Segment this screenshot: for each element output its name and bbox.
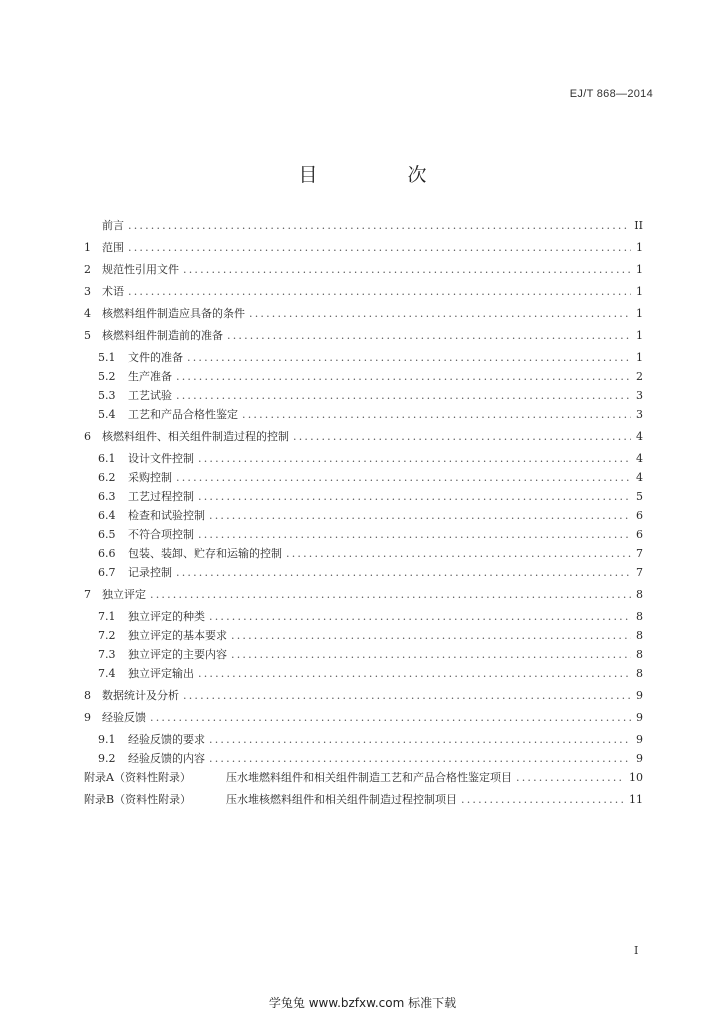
toc-entry-number: 6.2 bbox=[98, 471, 116, 484]
toc-entry-page: 8 bbox=[636, 667, 643, 680]
toc-entry[interactable] bbox=[84, 509, 643, 522]
toc-entry-label: 不符合项控制 bbox=[128, 528, 194, 541]
toc-entry-number: 附录A（资料性附录） bbox=[84, 771, 191, 784]
toc-leader-dots bbox=[231, 629, 631, 642]
toc-entry[interactable] bbox=[84, 610, 643, 623]
toc-entry[interactable] bbox=[84, 547, 643, 560]
toc-leader-dots bbox=[128, 241, 631, 254]
toc-entry[interactable] bbox=[84, 452, 643, 465]
toc-entry[interactable] bbox=[84, 667, 643, 680]
toc-entry-number: 6.7 bbox=[98, 566, 116, 579]
toc-entry[interactable] bbox=[84, 689, 643, 702]
toc-entry-label: 数据统计及分析 bbox=[102, 689, 179, 702]
toc-entry-number: 9 bbox=[84, 711, 91, 724]
toc-entry-page: 6 bbox=[636, 509, 643, 522]
toc-leader-dots bbox=[183, 689, 631, 702]
toc-entry-number: 3 bbox=[84, 285, 91, 298]
toc-entry-page: 1 bbox=[636, 329, 643, 342]
toc-leader-dots bbox=[176, 471, 631, 484]
toc-title: 目 次 bbox=[298, 164, 469, 186]
toc-entry-number: 6.6 bbox=[98, 547, 116, 560]
toc-entry-label: 压水堆燃料组件和相关组件制造工艺和产品合格性鉴定项目 bbox=[226, 771, 512, 784]
toc-entry[interactable] bbox=[84, 329, 643, 342]
toc-entry-page: 10 bbox=[629, 771, 643, 784]
toc-entry-number: 5.3 bbox=[98, 389, 116, 402]
toc-entry-label: 生产准备 bbox=[128, 370, 172, 383]
toc-entry-page: 3 bbox=[636, 408, 643, 421]
toc-leader-dots bbox=[249, 307, 631, 320]
toc-entry[interactable] bbox=[84, 263, 643, 276]
toc-entry-label: 独立评定 bbox=[102, 588, 146, 601]
toc-entry-number: 9.2 bbox=[98, 752, 116, 765]
toc-entry-label: 前言 bbox=[102, 219, 124, 232]
toc-leader-dots bbox=[198, 667, 631, 680]
toc-entry-page: 1 bbox=[636, 241, 643, 254]
toc-entry-page: 1 bbox=[636, 263, 643, 276]
toc-leader-dots bbox=[209, 610, 631, 623]
toc-leader-dots bbox=[176, 370, 631, 383]
toc-entry[interactable] bbox=[84, 307, 643, 320]
toc-entry-label: 核燃料组件、相关组件制造过程的控制 bbox=[102, 430, 289, 443]
toc-entry-number: 6.3 bbox=[98, 490, 116, 503]
toc-entry-number: 附录B（资料性附录） bbox=[84, 793, 192, 806]
toc-entry-label: 检查和试验控制 bbox=[128, 509, 205, 522]
toc-entry-page: 4 bbox=[636, 430, 643, 443]
toc-entry-page: 9 bbox=[636, 752, 643, 765]
toc-entry-number: 1 bbox=[84, 241, 91, 254]
toc-entry-label: 核燃料组件制造应具备的条件 bbox=[102, 307, 245, 320]
toc-entry-page: 8 bbox=[636, 588, 643, 601]
toc-entry[interactable] bbox=[84, 528, 643, 541]
toc-leader-dots bbox=[128, 219, 630, 232]
toc-entry[interactable] bbox=[84, 793, 643, 806]
toc-leader-dots bbox=[150, 711, 631, 724]
toc-entry-number: 5 bbox=[84, 329, 91, 342]
toc-entry-number: 2 bbox=[84, 263, 91, 276]
toc-leader-dots bbox=[227, 329, 631, 342]
toc-entry[interactable] bbox=[84, 771, 643, 784]
toc-entry[interactable] bbox=[84, 648, 643, 661]
toc-leader-dots bbox=[231, 648, 631, 661]
standard-number: EJ/T 868—2014 bbox=[569, 88, 653, 100]
toc-entry-page: 9 bbox=[636, 733, 643, 746]
toc-entry-label: 经验反馈的要求 bbox=[128, 733, 205, 746]
toc-entry-label: 经验反馈的内容 bbox=[128, 752, 205, 765]
toc-entry-number: 7.2 bbox=[98, 629, 116, 642]
toc-leader-dots bbox=[516, 771, 625, 784]
toc-leader-dots bbox=[176, 566, 631, 579]
toc-leader-dots bbox=[198, 490, 631, 503]
toc-entry[interactable] bbox=[84, 285, 643, 298]
toc-entry-label: 记录控制 bbox=[128, 566, 172, 579]
toc-entry-label: 压水堆核燃料组件和相关组件制造过程控制项目 bbox=[226, 793, 457, 806]
toc-entry-label: 工艺试验 bbox=[128, 389, 172, 402]
toc-entry[interactable] bbox=[84, 351, 643, 364]
toc-leader-dots bbox=[187, 351, 631, 364]
toc-entry-label: 独立评定的基本要求 bbox=[128, 629, 227, 642]
toc-entry-number: 7 bbox=[84, 588, 91, 601]
toc-entry-label: 范围 bbox=[102, 241, 124, 254]
toc-entry-number: 6.5 bbox=[98, 528, 116, 541]
toc-leader-dots bbox=[198, 528, 631, 541]
toc-entry-page: 4 bbox=[636, 471, 643, 484]
toc-entry[interactable] bbox=[84, 408, 643, 421]
toc-entry[interactable] bbox=[84, 241, 643, 254]
toc-entry-page: 4 bbox=[636, 452, 643, 465]
toc-leader-dots bbox=[242, 408, 631, 421]
toc-leader-dots bbox=[209, 752, 631, 765]
toc-entry[interactable] bbox=[84, 566, 643, 579]
toc-entry-number: 6.1 bbox=[98, 452, 116, 465]
toc-leader-dots bbox=[209, 733, 631, 746]
toc-entry-page: 11 bbox=[629, 793, 643, 806]
toc-entry-number: 7.4 bbox=[98, 667, 116, 680]
toc-entry[interactable] bbox=[84, 733, 643, 746]
toc-entry-label: 独立评定输出 bbox=[128, 667, 194, 680]
page-number: I bbox=[634, 944, 639, 957]
toc-entry-label: 经验反馈 bbox=[102, 711, 146, 724]
toc-entry-page: 1 bbox=[636, 307, 643, 320]
toc-entry-number: 4 bbox=[84, 307, 91, 320]
toc-entry-number: 7.1 bbox=[98, 610, 116, 623]
toc-entry-label: 文件的准备 bbox=[128, 351, 183, 364]
toc-leader-dots bbox=[461, 793, 625, 806]
toc-entry-page: 3 bbox=[636, 389, 643, 402]
toc-leader-dots bbox=[198, 452, 631, 465]
toc-leader-dots bbox=[209, 509, 631, 522]
toc-leader-dots bbox=[293, 430, 631, 443]
toc-entry-page: 5 bbox=[636, 490, 643, 503]
toc-leader-dots bbox=[286, 547, 631, 560]
toc-entry-label: 独立评定的主要内容 bbox=[128, 648, 227, 661]
toc-leader-dots bbox=[150, 588, 631, 601]
toc-entry-page: 1 bbox=[636, 285, 643, 298]
toc-leader-dots bbox=[176, 389, 631, 402]
toc-entry-number: 5.2 bbox=[98, 370, 116, 383]
toc-entry-page: 8 bbox=[636, 629, 643, 642]
toc-entry[interactable] bbox=[84, 752, 643, 765]
toc-entry-number: 6.4 bbox=[98, 509, 116, 522]
toc-entry-page: 1 bbox=[636, 351, 643, 364]
toc-entry[interactable] bbox=[84, 490, 643, 503]
toc-leader-dots bbox=[183, 263, 631, 276]
toc-entry-label: 工艺过程控制 bbox=[128, 490, 194, 503]
toc-entry-label: 工艺和产品合格性鉴定 bbox=[128, 408, 238, 421]
toc-entry-label: 采购控制 bbox=[128, 471, 172, 484]
toc-entry-number: 8 bbox=[84, 689, 91, 702]
toc-entry-label: 规范性引用文件 bbox=[102, 263, 179, 276]
footer-watermark: 学兔兔 www.bzfxw.com 标准下载 bbox=[268, 996, 457, 1010]
toc-entry-page: 8 bbox=[636, 648, 643, 661]
toc-entry[interactable] bbox=[84, 588, 643, 601]
table-of-contents bbox=[84, 219, 643, 806]
toc-entry-page: 2 bbox=[636, 370, 643, 383]
toc-entry[interactable] bbox=[84, 389, 643, 402]
toc-entry-page: 6 bbox=[636, 528, 643, 541]
toc-entry[interactable] bbox=[84, 711, 643, 724]
toc-entry-number: 5.1 bbox=[98, 351, 116, 364]
toc-entry-page: II bbox=[634, 219, 643, 232]
toc-entry[interactable] bbox=[84, 629, 643, 642]
toc-entry-number: 6 bbox=[84, 430, 91, 443]
toc-entry-label: 术语 bbox=[102, 285, 124, 298]
toc-entry-page: 9 bbox=[636, 689, 643, 702]
toc-entry-number: 9.1 bbox=[98, 733, 116, 746]
toc-entry-label: 设计文件控制 bbox=[128, 452, 194, 465]
toc-leader-dots bbox=[128, 285, 631, 298]
toc-entry-label: 独立评定的种类 bbox=[128, 610, 205, 623]
toc-entry-label: 包装、装卸、贮存和运输的控制 bbox=[128, 547, 282, 560]
toc-entry-page: 9 bbox=[636, 711, 643, 724]
toc-entry[interactable] bbox=[84, 370, 643, 383]
toc-entry-label: 核燃料组件制造前的准备 bbox=[102, 329, 223, 342]
toc-entry-page: 7 bbox=[636, 547, 643, 560]
toc-entry-number: 7.3 bbox=[98, 648, 116, 661]
toc-entry-page: 7 bbox=[636, 566, 643, 579]
toc-entry-number: 5.4 bbox=[98, 408, 116, 421]
toc-entry[interactable] bbox=[84, 430, 643, 443]
toc-entry[interactable] bbox=[84, 471, 643, 484]
toc-entry-page: 8 bbox=[636, 610, 643, 623]
toc-entry[interactable] bbox=[84, 219, 643, 232]
